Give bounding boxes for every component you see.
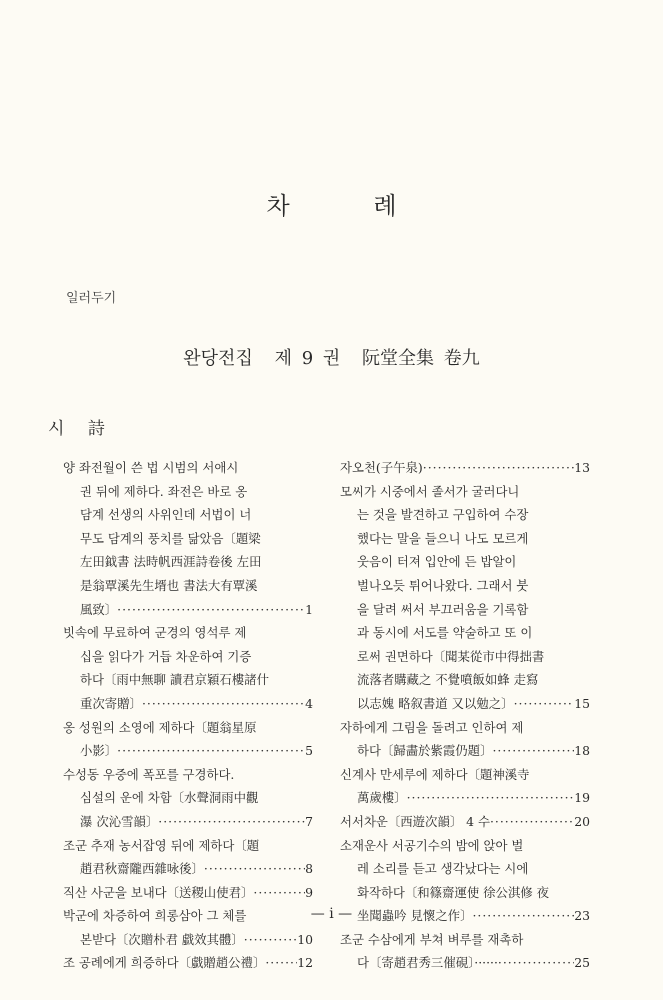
toc-entry-text: 본받다〔次贈朴君 戱效其體〕 [80,931,244,947]
toc-entry-line: 과 동시에 서도를 약술하고 또 이 [357,625,533,641]
toc-entry[interactable] [340,810,590,834]
toc-page-number: 1 [305,601,313,617]
toc-page-number: 23 [574,908,590,924]
toc-page-number: 8 [305,861,313,877]
toc-entry-line: 양 좌전월이 쓴 법 시범의 서애시 [63,460,239,475]
toc-entry-line: 左田鉞書 法時帆西涯詩卷後 左田 [80,554,262,570]
toc-entry[interactable] [63,456,313,621]
toc-entry[interactable] [63,881,313,905]
toc-entry-line: 자하에게 그림을 돌려고 인하여 제 [340,719,524,735]
toc-entry-line: 화작하다〔和篠齋運使 徐公淇修 夜 [357,884,550,900]
toc-entry-line: 로써 권면하다〔聞某從市中得拙書 [357,648,545,664]
toc-page-number: 9 [305,884,313,900]
toc-entry-text: 조 공례에게 희증하다〔戱贈趙公禮〕 [63,955,266,971]
toc-entry-text: 趙君秋齋隴西雜咏後〕 [80,861,204,877]
toc-entry-last-line [63,598,313,622]
page-number-footer: — i — [310,906,353,922]
toc-entry-last-line [340,786,590,810]
guide-link: 일러두기 [66,291,117,306]
volume-korean: 완당전집 [183,348,253,369]
toc-entry-last-line [63,951,313,975]
toc-entry-line: 무도 담계의 풍치를 닮았음〔題梁 [80,530,261,546]
leader-dots [514,692,575,716]
toc-entry-last-line [340,692,590,716]
volume-heading [0,344,663,370]
toc-page-number: 20 [574,813,590,829]
toc-entry-line: 했다는 말을 들으니 나도 모르게 [357,530,529,546]
toc-left-column [63,456,313,975]
toc-right-column [340,456,590,975]
toc-entry[interactable] [340,480,590,716]
leader-dots [158,810,305,834]
section-hanja: 詩 [87,419,105,439]
toc-entry-text: 以志媿 略叙書道 又以勉之〕 [357,695,514,711]
toc-entry-line: 流落者購藏之 不覺噴飯如蜂 走寫 [357,672,539,688]
toc-entry-text: 자오천(子午泉) [340,460,423,475]
toc-entry-line: 是翁覃溪先生壻也 書法大有覃溪 [80,577,258,593]
leader-dots [423,456,574,480]
section-korean: 시 [48,419,65,439]
toc-page-number: 7 [305,813,313,829]
toc-entry-text: 風致〕 [80,601,118,617]
toc-entry-last-line [63,928,313,952]
leader-dots [253,881,305,905]
toc-entry-line: 수성동 우중에 폭포를 구경하다. [63,766,235,782]
toc-entry-text: 萬歲樓〕 [357,790,407,806]
toc-entry-line: 웃음이 터져 입안에 든 밥알이 [357,554,517,570]
toc-page-number: 19 [574,790,590,806]
toc-entry-line: 신계사 만세루에 제하다〔題神溪寺 [340,766,530,782]
toc-entry-text: 小影〕 [80,743,118,759]
toc-entry-line: 빗속에 무료하여 군경의 영석루 제 [63,625,247,641]
leader-dots [204,857,305,881]
leader-dots [407,786,575,810]
toc-entry-line: 하다〔雨中無聊 讀君京穎石樓諸什 [80,672,269,688]
toc-entry-last-line [63,739,313,763]
leader-dots [142,692,305,716]
toc-entry[interactable] [63,716,313,763]
toc-entry[interactable] [63,763,313,834]
toc-entry[interactable] [340,716,590,763]
leader-dots [265,951,297,975]
toc-entry-text: 坐聞蟲吟 見懷之作〕 [357,908,473,924]
toc-entry-last-line [340,739,590,763]
toc-entry-text: 직산 사군을 보내다〔送稷山使君〕 [63,884,254,900]
toc-entry-text: 하다〔歸畵於紫霞仍題〕 [357,743,493,759]
title-char-1: 차 [266,192,290,220]
leader-dots [490,810,574,834]
toc-page-number: 4 [305,695,313,711]
toc-entry[interactable] [63,951,313,975]
toc-page-number: 10 [297,931,313,947]
toc-entry-line: 십을 읽다가 거듭 차운하여 기증 [80,648,252,664]
toc-entry-text: 서서차운〔西遊次韻〕 4 수 [340,813,490,829]
toc-entry-last-line [63,692,313,716]
toc-entry-text: 瀑 次沁雪韻〕 [80,813,159,829]
toc-entry-last-line [340,951,590,975]
toc-entry-last-line [340,810,590,834]
toc-entry[interactable] [63,621,313,715]
toc-entry-line: 권 뒤에 제하다. 좌전은 바로 옹 [80,483,248,499]
toc-entry[interactable] [63,834,313,881]
toc-entry-text: 重次寄贈〕 [80,695,142,711]
page-title [0,186,663,221]
toc-page-number: 25 [574,955,590,971]
toc-entry-line: 을 달려 써서 부끄러움을 기록함 [357,601,529,617]
leader-dots [117,598,305,622]
toc-entry-line: 심설의 운에 차함〔水聲洞雨中觀 [80,790,259,806]
toc-entry-line: 소재운사 서공기수의 밤에 앉아 벌 [340,837,524,853]
toc-entry-last-line [63,810,313,834]
volume-number: 제 9 권 [274,348,341,369]
toc-page-number: 15 [574,695,590,711]
toc-entry-text: 다〔寄趙君秀三催硯〕······ [357,955,498,971]
leader-dots [498,951,574,975]
toc-page-number: 5 [305,743,313,759]
section-heading [48,414,123,439]
toc-entry-last-line [63,857,313,881]
toc-entry-last-line [63,881,313,905]
leader-dots [117,739,305,763]
toc-page-number: 12 [297,955,313,971]
toc-entry-line: 레 소리를 듣고 생각났다는 시에 [357,861,529,877]
toc-entry-line: 조군 수삼에게 부쳐 벼루를 재촉하 [340,931,524,947]
toc-entry[interactable] [340,928,590,975]
toc-entry-line: 담계 선생의 사위인데 서법이 너 [80,507,252,523]
toc-entry-line: 옹 성원의 소영에 제하다〔題翁星原 [63,719,257,735]
toc-entry-line: 벌나오듯 튀어나왔다. 그래서 붓 [357,577,529,593]
volume-hanja: 阮堂全集 卷九 [361,348,480,369]
toc-entry-line: 조군 추재 농서잡영 뒤에 제하다〔題 [63,837,260,853]
toc-page-number: 13 [574,460,590,475]
toc-entry-line: 는 것을 발견하고 구입하여 수장 [357,507,529,523]
title-char-2: 례 [373,192,397,220]
toc-entry-line: 모씨가 시중에서 졸서가 굴러다니 [340,483,520,499]
leader-dots [492,739,574,763]
toc-page-number: 18 [574,743,590,759]
toc-entry[interactable] [340,763,590,810]
toc-entry-last-line [340,456,590,480]
toc-entry-line: 박군에 차증하여 희롱삼아 그 체를 [63,908,247,924]
toc-entry[interactable] [340,456,590,480]
leader-dots [244,928,297,952]
